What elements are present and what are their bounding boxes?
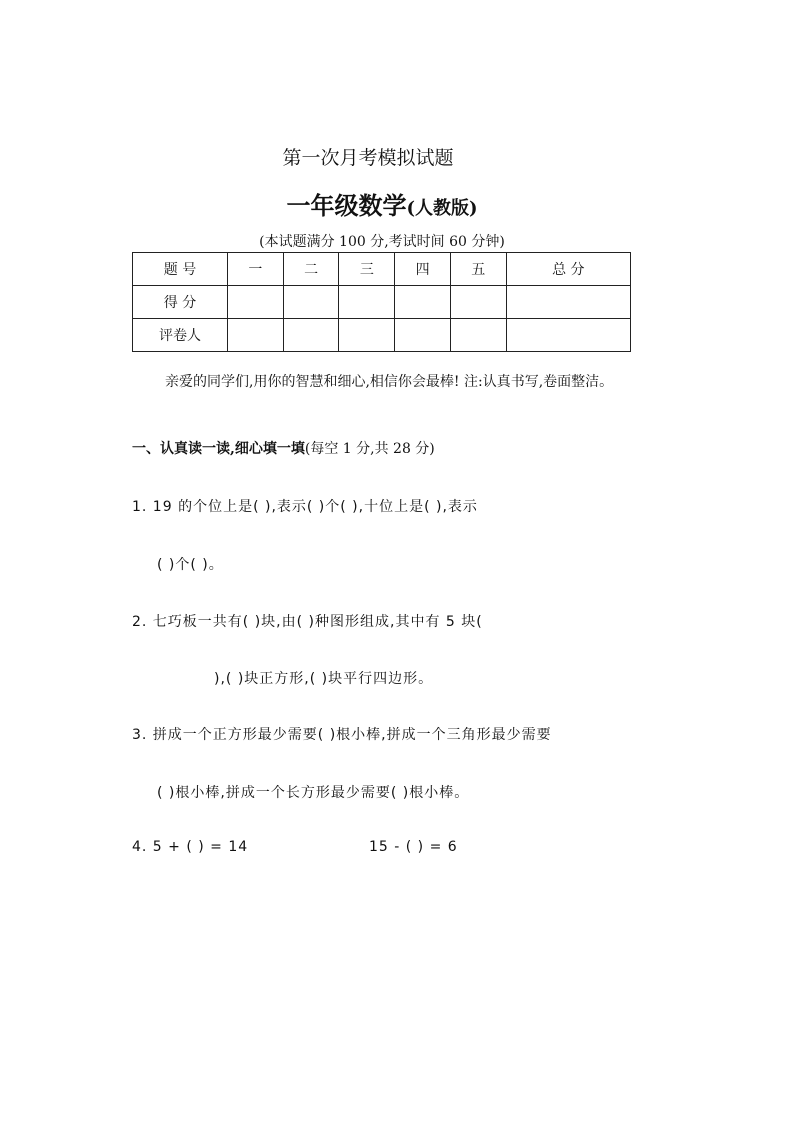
title-main: 一年级数学 <box>286 191 407 220</box>
grader-cell <box>228 319 284 352</box>
grader-cell <box>450 319 506 352</box>
question-2-line-1: 2. 七巧板一共有( )块,由( )种图形组成,其中有 5 块( <box>132 614 483 630</box>
grader-cell <box>506 319 630 352</box>
question-3-line-2: ( )根小棒,拼成一个长方形最少需要( )根小棒。 <box>157 785 470 801</box>
question-4-part-1: 4. 5 + ( ) = 14 <box>132 839 249 855</box>
row-label: 得 分 <box>133 286 228 319</box>
question-2-line-2: ),( )块正方形,( )块平行四边形。 <box>214 671 434 687</box>
question-4-part-2: 15 - ( ) = 6 <box>369 839 458 855</box>
score-row <box>133 286 631 319</box>
score-cell <box>339 286 395 319</box>
score-cell <box>506 286 630 319</box>
score-cell <box>283 286 339 319</box>
table-header-cell: 题 号 <box>133 253 228 286</box>
table-header-cell: 四 <box>395 253 451 286</box>
table-header-cell: 一 <box>228 253 284 286</box>
table-header-cell: 三 <box>339 253 395 286</box>
exam-title <box>0 186 764 221</box>
grader-cell <box>395 319 451 352</box>
question-1-line-2: ( )个( )。 <box>157 557 224 573</box>
intro-text <box>139 370 634 394</box>
grader-row <box>133 319 631 352</box>
question-3-line-1: 3. 拼成一个正方形最少需要( )根小棒,拼成一个三角形最少需要 <box>132 727 552 743</box>
grader-cell <box>283 319 339 352</box>
section-heading <box>132 438 435 458</box>
question-1-line-1: 1. 19 的个位上是( ),表示( )个( ),十位上是( ),表示 <box>132 499 478 515</box>
score-table-header-row <box>133 253 631 286</box>
exam-subtitle: 第一次月考模拟试题 <box>282 147 454 169</box>
section-title: 一、认真读一读,细心填一填 <box>132 441 305 457</box>
row-label: 评卷人 <box>133 319 228 352</box>
grader-cell <box>339 319 395 352</box>
score-cell <box>450 286 506 319</box>
title-edition: (人教版) <box>406 198 478 219</box>
score-table <box>132 252 631 352</box>
score-cell <box>228 286 284 319</box>
table-header-cell: 总 分 <box>506 253 630 286</box>
table-header-cell: 二 <box>283 253 339 286</box>
exam-note: (本试题满分 100 分,考试时间 60 分钟) <box>259 234 505 250</box>
table-header-cell: 五 <box>450 253 506 286</box>
score-cell <box>395 286 451 319</box>
intro-body: 亲爱的同学们,用你的智慧和细心,相信你会最棒! 注:认真书写,卷面整洁。 <box>165 374 614 390</box>
section-scoring: (每空 1 分,共 28 分) <box>304 441 435 457</box>
